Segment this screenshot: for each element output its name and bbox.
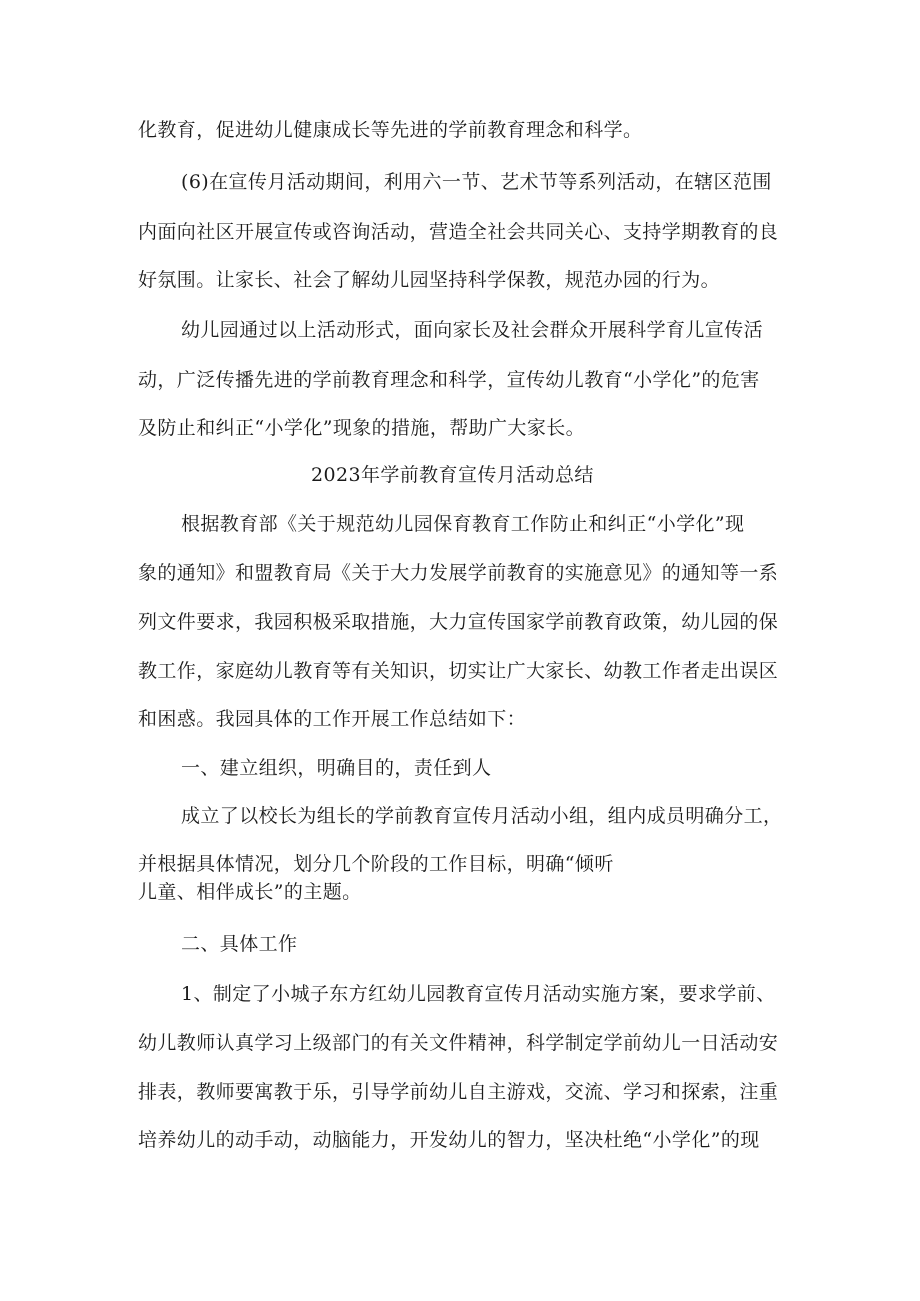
text-line: 化教育，促进幼儿健康成长等先进的学前教育理念和科学。 (138, 119, 643, 141)
text-line: 培养幼儿的动手动，动脑能力，开发幼儿的智力，坚决杜绝“小学化”的现 (138, 1129, 760, 1151)
text-line: 列文件要求，我园积极采取措施，大力宣传国家学前教育政策，幼儿园的保 (138, 611, 779, 633)
text-line: 并根据具体情况，划分几个阶段的工作目标，明确“倾听 (138, 853, 614, 875)
text-line: 幼儿教师认真学习上级部门的有关文件精神，科学制定学前幼儿一日活动安 (138, 1032, 779, 1054)
text-line: 根据教育部《关于规范幼儿园保育教育工作防止和纠正“小学化”现 (181, 513, 745, 535)
section-title: 2023年学前教育宣传月活动总结 (311, 464, 594, 486)
text-line: 好氛围。让家长、社会了解幼儿园坚持科学保教，规范办园的行为。 (138, 269, 721, 291)
text-line: 1、制定了小城子东方红幼儿园教育宣传月活动实施方案，要求学前、 (181, 983, 776, 1005)
text-line: 动，广泛传播先进的学前教育理念和科学，宣传幼儿教育“小学化”的危害 (138, 369, 760, 391)
text-line: 及防止和纠正“小学化”现象的措施，帮助广大家长。 (138, 417, 586, 439)
text-line: 和困惑。我园具体的工作开展工作总结如下： (138, 708, 527, 730)
subheading: 二、具体工作 (181, 933, 298, 955)
subheading: 一、建立组织，明确目的，责任到人 (181, 757, 492, 779)
text-line: (6)在宣传月活动期间，利用六一节、艺术节等系列活动，在辖区范围 (181, 171, 772, 193)
text-line: 象的通知》和盟教育局《关于大力发展学前教育的实施意见》的通知等一系 (138, 562, 779, 584)
text-line: 儿童、相伴成长”的主题。 (138, 881, 362, 903)
text-line: 教工作，家庭幼儿教育等有关知识，切实让广大家长、幼教工作者走出误区 (138, 660, 779, 682)
text-line: 幼儿园通过以上活动形式，面向家长及社会群众开展科学育儿宣传活 (181, 319, 764, 341)
text-line: 内面向社区开展宣传或咨询活动，营造全社会共同关心、支持学期教育的良 (138, 221, 779, 243)
text-line: 成立了以校长为组长的学前教育宣传月活动小组，组内成员明确分工， (181, 805, 783, 827)
text-line: 排表，教师要寓教于乐，引导学前幼儿自主游戏，交流、学习和探索，注重 (138, 1081, 779, 1103)
